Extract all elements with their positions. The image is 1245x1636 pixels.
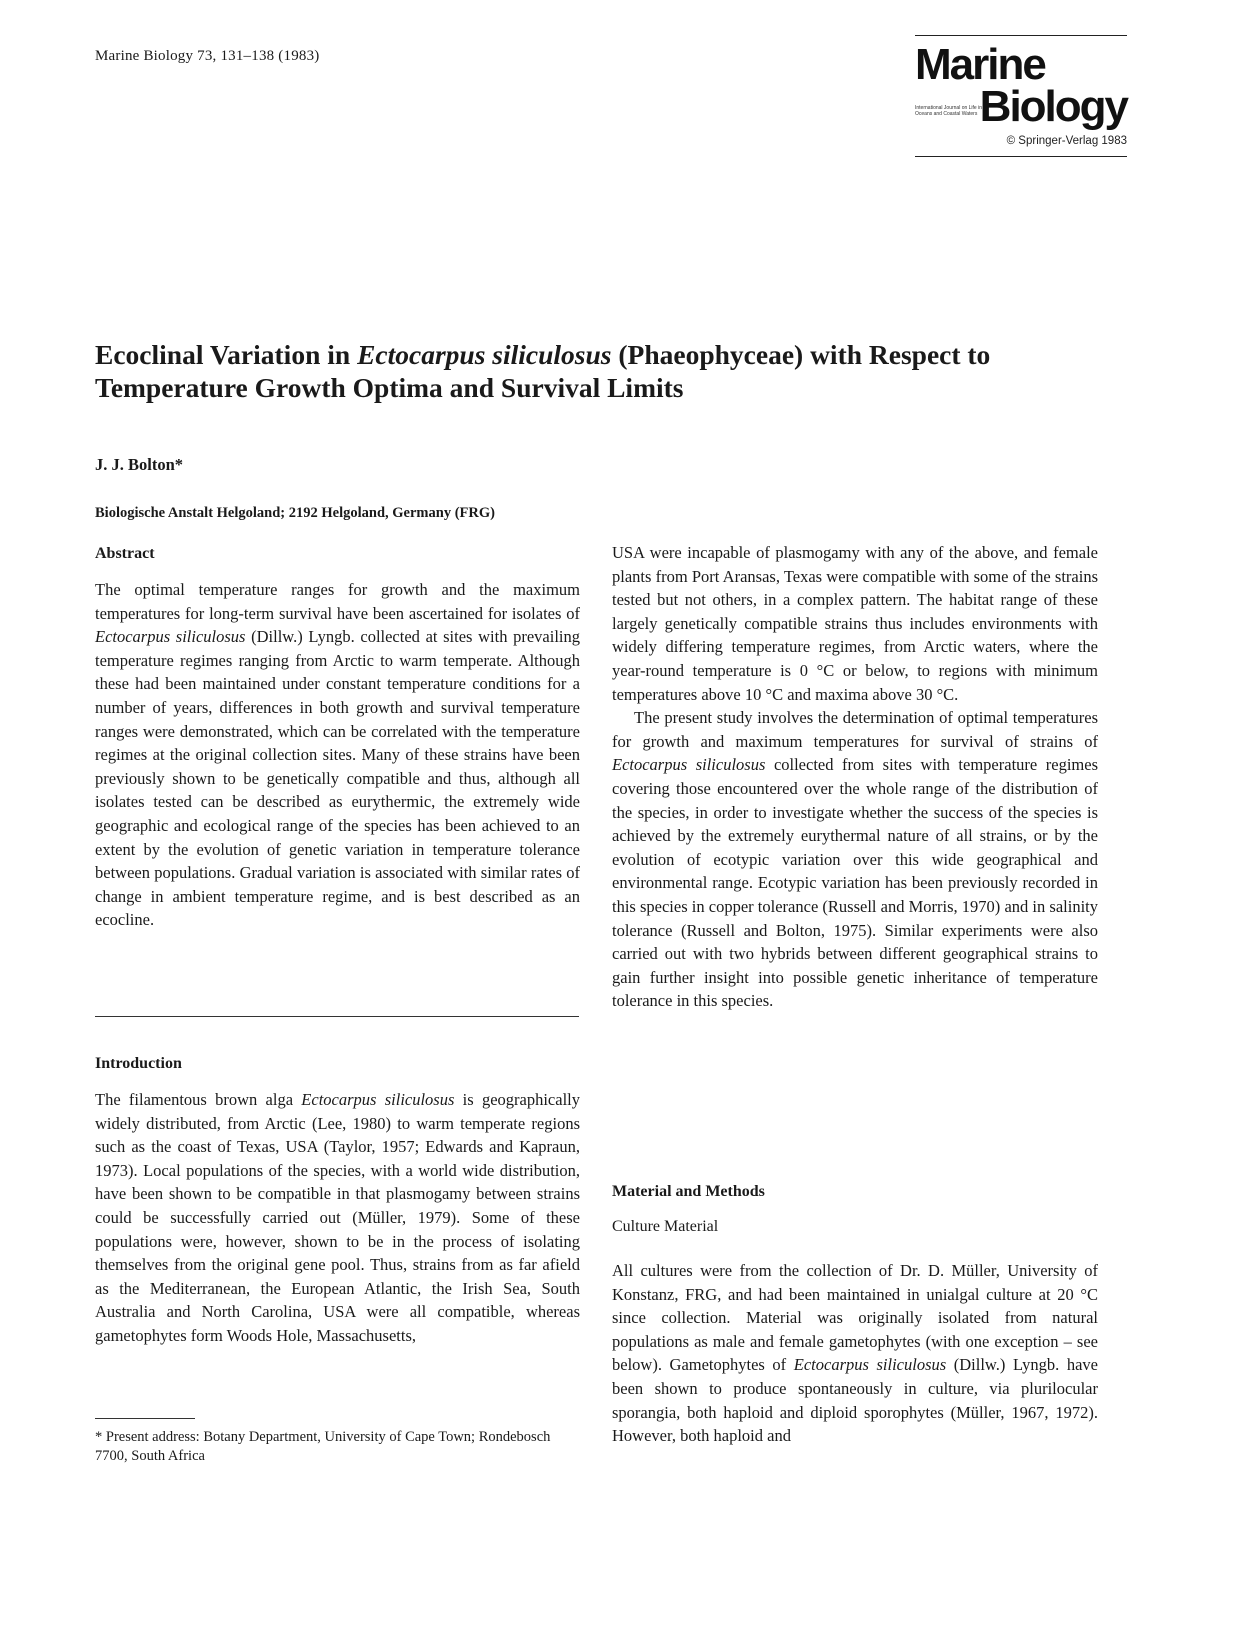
present-study-text-2: collected from sites with temperature regimes covering those encountered over the whole range of the distribution of the species, in order to investigate whether the success of the species is achieved by the extremely eurythermal nature of all strains, or by the evolution of ecotypic variation over this wide geographical and environmental range. Ecotypic variation has been previously recorded in this species in copper tolerance (Russell and Morris, 1970) and in salinity tolerance (Russell and Bolton, 1975). Similar experiments were also carried out with two hybrids between different geographical strains to gain further insight into possible genetic inheritance of temperature tolerance in this species. <box>612 755 1099 1011</box>
logo-biology-text: Biology <box>979 82 1127 131</box>
logo-top-rule <box>915 35 1127 36</box>
title-species-name: Ectocarpus siliculosus <box>357 339 612 370</box>
present-study-species-name: Ectocarpus siliculosus <box>612 755 766 775</box>
introduction-continued-paragraph: USA were incapable of plasmogamy with any of the above, and female plants from Port Aransas, Texas were compatible with some of the strains tested but not others, in a complex pattern. The habitat range of these largely genetically compatible strains thus includes environments with widely differing temperature regimes, from Arctic waters, where the year-round temperature is 0 °C or below, to regions with minimum temperatures above 10 °C and maxima above 30 °C. <box>612 543 1098 704</box>
right-column-text <box>612 541 1098 1013</box>
culture-material-subheading: Culture Material <box>612 1218 719 1235</box>
present-study-text-1: The present study involves the determination of optimal temperatures for growth and maximum temperatures for survival of strains of <box>612 708 1098 751</box>
footnote: * Present address: Botany Department, University of Cape Town; Rondebosch 7700, South Africa <box>95 1429 551 1464</box>
publisher-copyright: © Springer-Verlag 1983 <box>1006 135 1127 147</box>
journal-logo <box>915 35 1127 157</box>
introduction-text-1: The filamentous brown alga <box>95 1090 302 1109</box>
methods-text-1: All cultures were from the collection of Dr. D. Müller, University of Konstanz, FRG, and had been maintained in unialgal culture at 20 °C since collection. Material was originally isolated from natural populations as male and female gametophytes (with one exception – see below). Gametophytes of <box>612 1261 1098 1375</box>
author-name: J. J. Bolton* <box>95 455 184 474</box>
methods-heading: Material and Methods <box>612 1183 765 1200</box>
logo-marine-text: Marine <box>915 40 1045 89</box>
title-part-1: Ecoclinal Variation in <box>95 339 358 370</box>
footnote-rule <box>95 1418 195 1419</box>
abstract-text-2: (Dillw.) Lyngb. collected at sites with prevailing temperature regimes ranging from Arctic to warm temperate. Although these had been maintained under constant temperature conditions for a number of years, differences in both growth and survival temperature ranges were demonstrated, which can be correlated with the temperature regimes at the original collection sites. Many of these strains have been previously shown to be genetically compatible and thus, although all isolates tested can be described as eurythermic, the extremely wide geographic and ecological range of the species has been achieved to an extent by the evolution of genetic variation in temperature tolerance between populations. Gradual variation is associated with similar rates of change in ambient temperature regime, and is best described as an ecocline. <box>95 627 581 930</box>
abstract-text-1: The optimal temperature ranges for growth and the maximum temperatures for long-term survival have been ascertained for isolates of <box>95 580 580 623</box>
introduction-text-2: is geographically widely distributed, from Arctic (Lee, 1980) to warm temperate regions such as the coast of Texas, USA (Taylor, 1957; Edwards and Kapraun, 1973). Local populations of the species, with a world wide distribution, have been shown to be compatible in that plasmogamy between strains could be successfully carried out (Müller, 1979). Some of these populations were, however, shown to be in the process of isolating themselves from the original gene pool. Thus, strains from as far afield as the Mediterranean, the European Atlantic, the Irish Sea, South Australia and North Carolina, USA were all compatible, whereas gametophytes form Woods Hole, Massachusetts, <box>95 1090 581 1345</box>
abstract-heading: Abstract <box>95 545 155 562</box>
journal-citation: Marine Biology 73, 131–138 (1983) <box>95 48 320 64</box>
abstract-species-name: Ectocarpus siliculosus <box>95 627 246 647</box>
present-study-paragraph <box>612 706 1098 1013</box>
abstract-paragraph <box>95 578 580 932</box>
logo-tagline: International Journal on Life in Oceans and Coastal Waters <box>915 105 982 118</box>
methods-paragraph <box>612 1259 1098 1448</box>
author-affiliation: Biologische Anstalt Helgoland; 2192 Helgoland, Germany (FRG) <box>95 505 495 521</box>
abstract-divider <box>95 1016 579 1017</box>
methods-species-name: Ectocarpus siliculosus <box>793 1355 947 1375</box>
article-title <box>95 338 1135 404</box>
methods-text-2: (Dillw.) Lyngb. have been shown to produce spontaneously in culture, via plurilocular sporangia, both haploid and diploid sporophytes (Müller, 1967, 1972). However, both haploid and <box>612 1355 1099 1446</box>
title-part-2: (Phaeophyceae) with Respect to Temperature Growth Optima and Survival Limits <box>95 339 991 403</box>
introduction-paragraph <box>95 1088 580 1348</box>
introduction-heading: Introduction <box>95 1055 182 1072</box>
logo-bottom-rule <box>915 156 1127 157</box>
introduction-species-name: Ectocarpus siliculosus <box>301 1090 455 1109</box>
